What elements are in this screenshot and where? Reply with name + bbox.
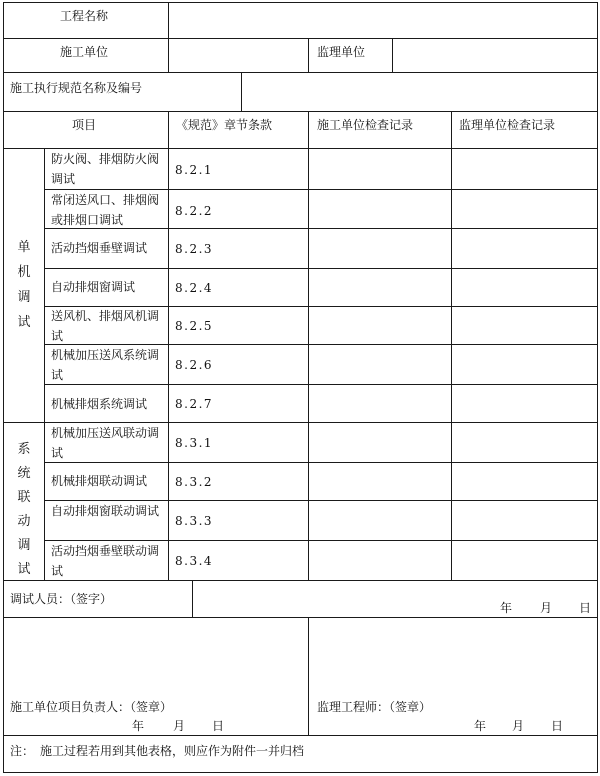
row-clause: 8.3.4 — [175, 554, 214, 568]
col-rule — [44, 148, 45, 581]
rule — [3, 735, 598, 736]
rule — [308, 38, 309, 73]
tester-date-day: 日 — [579, 601, 592, 615]
row-clause: 8.2.6 — [175, 358, 214, 372]
row-clause: 8.3.1 — [175, 436, 214, 450]
supervisor-date-day: 日 — [551, 719, 564, 733]
col-header-clause: 《规范》章节条款 — [176, 118, 273, 132]
lead-date-year: 年 — [132, 719, 145, 733]
rule — [3, 72, 598, 73]
group-char: 联 — [17, 490, 31, 505]
col-rule — [308, 111, 309, 581]
supervisor-signature-label: 监理工程师：（签章） — [317, 700, 432, 714]
col-header-construction-record: 施工单位检查记录 — [317, 118, 414, 132]
group-char: 统 — [17, 466, 31, 481]
row-item-name: 自动排烟窗调试 — [51, 280, 136, 294]
group-char: 调 — [17, 290, 31, 305]
group-char: 单 — [17, 240, 31, 255]
rule — [192, 580, 193, 618]
group-char: 机 — [17, 265, 31, 280]
group-char: 系 — [17, 442, 31, 457]
rule — [308, 617, 309, 736]
rule — [3, 617, 598, 618]
supervision-unit-label: 监理单位 — [317, 45, 366, 59]
row-item-name: 活动挡烟垂壁调试 — [51, 241, 148, 255]
row-item-name: 常闭送风口、排烟阀或排烟口调试 — [51, 193, 160, 227]
footnote: 注： 施工过程若用到其他表格，则应作为附件一并归档 — [10, 744, 305, 758]
rule — [241, 72, 242, 112]
construction-unit-label: 施工单位 — [60, 45, 109, 59]
row-clause: 8.3.3 — [175, 514, 214, 528]
supervisor-date-month: 月 — [512, 719, 525, 733]
row-item-name: 机械加压送风系统调试 — [51, 348, 160, 382]
row-item-name: 机械排烟系统调试 — [51, 397, 148, 411]
row-item-name: 送风机、排烟风机调试 — [51, 309, 160, 343]
rule — [3, 111, 598, 112]
row-item-name: 活动挡烟垂壁联动调试 — [51, 544, 160, 578]
rule-right — [597, 2, 598, 773]
row-item-name: 防火阀、排烟防火阀调试 — [51, 152, 160, 186]
rule-bottom — [3, 772, 598, 773]
col-header-supervision-record: 监理单位检查记录 — [459, 118, 556, 132]
project-name-label: 工程名称 — [60, 9, 109, 23]
row-clause: 8.2.1 — [175, 163, 214, 177]
row-item-name: 机械加压送风联动调试 — [51, 426, 160, 460]
row-item-name: 机械排烟联动调试 — [51, 474, 148, 488]
col-header-item: 项目 — [72, 118, 97, 132]
rule — [392, 38, 393, 73]
row-rule — [44, 268, 598, 269]
rule-left — [3, 2, 4, 773]
lead-date-month: 月 — [173, 719, 186, 733]
group-char: 调 — [17, 538, 31, 553]
row-clause: 8.2.4 — [175, 281, 214, 295]
construction-lead-signature-label: 施工单位项目负责人：（签章） — [10, 700, 173, 714]
group-char: 试 — [17, 562, 31, 577]
col-rule — [168, 111, 169, 581]
lead-date-day: 日 — [212, 719, 225, 733]
supervisor-date-year: 年 — [474, 719, 487, 733]
row-clause: 8.2.3 — [175, 242, 214, 256]
tester-signature-label: 调试人员：（签字） — [10, 592, 113, 606]
group-char: 试 — [17, 315, 31, 330]
row-clause: 8.2.7 — [175, 397, 214, 411]
rule — [3, 38, 598, 39]
row-clause: 8.3.2 — [175, 475, 214, 489]
group-char: 动 — [17, 514, 31, 529]
rule — [168, 2, 169, 73]
row-item-name: 自动排烟窗联动调试 — [51, 504, 160, 518]
standard-label: 施工执行规范名称及编号 — [10, 81, 143, 95]
tester-date-month: 月 — [540, 601, 553, 615]
rule-top — [3, 2, 598, 3]
row-clause: 8.2.5 — [175, 319, 214, 333]
col-rule — [451, 111, 452, 581]
tester-date-year: 年 — [500, 601, 513, 615]
row-clause: 8.2.2 — [175, 204, 214, 218]
